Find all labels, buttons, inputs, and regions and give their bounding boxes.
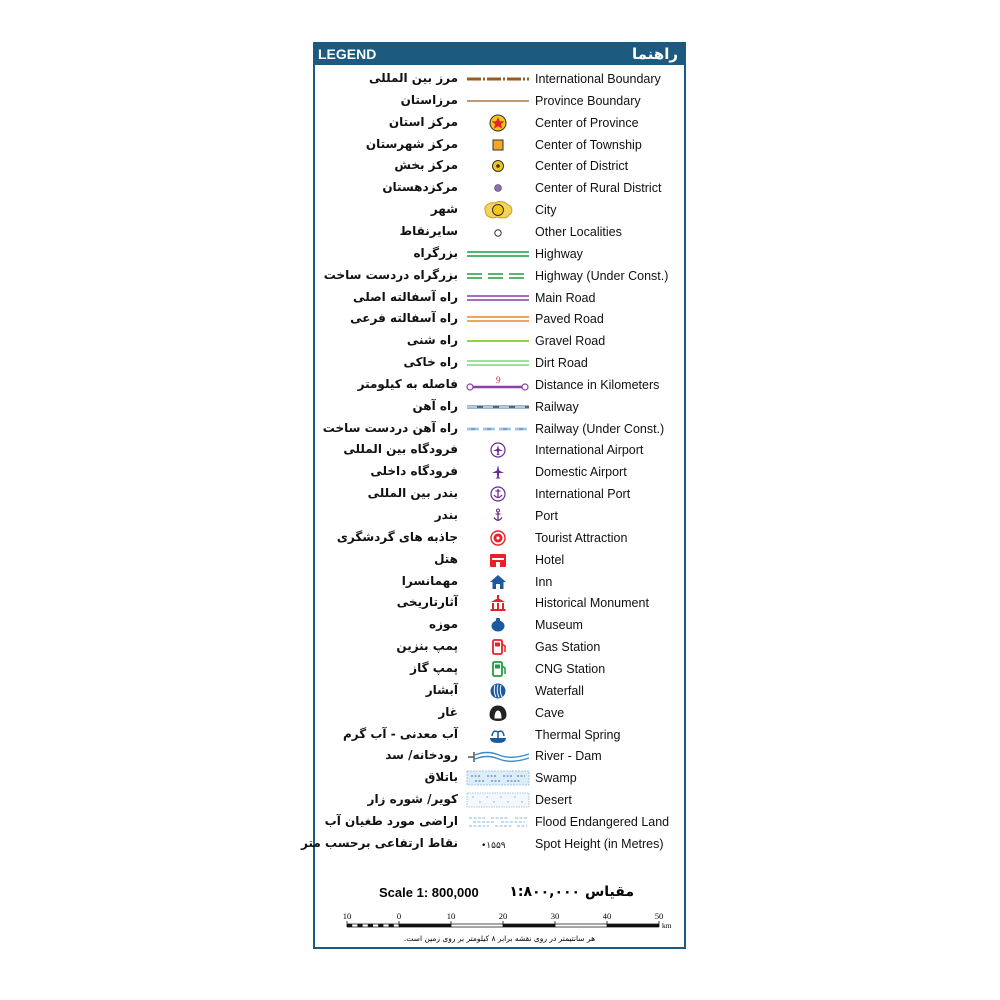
legend-item-center-of-rural-district — [315, 177, 684, 199]
legend-label-fa: آبشار — [425, 682, 458, 697]
river-dam-icon — [465, 746, 531, 766]
legend-item-other-localities — [315, 221, 684, 243]
legend-label-fa: مرکز بخش — [394, 158, 458, 173]
legend-label-en: Thermal Spring — [535, 727, 621, 742]
star-circle-icon — [465, 113, 531, 133]
house-icon — [465, 572, 531, 592]
scale-tick-label: 10 — [342, 911, 352, 921]
legend-item-flood-endangered-land — [315, 811, 684, 833]
legend-label-en: Inn — [535, 574, 553, 589]
legend-label-fa: سایرنقاط — [399, 223, 458, 238]
main-road-icon — [465, 288, 531, 308]
legend-label-en: Domestic Airport — [535, 465, 627, 480]
legend-item-distance-in-kilometers — [315, 374, 684, 396]
anchor-icon — [465, 506, 531, 526]
legend-panel — [301, 42, 686, 949]
hollow-circle-icon — [465, 222, 531, 242]
legend-label-en: Paved Road — [535, 312, 604, 327]
legend-item-city — [315, 199, 684, 221]
legend-label-fa: راه آهن — [412, 398, 458, 413]
legend-label-fa: رودخانه/ سد — [385, 748, 458, 763]
legend-label-fa: فرودگاه داخلی — [370, 464, 458, 479]
legend-label-fa: بزرگراه — [413, 245, 458, 260]
legend-label-en: Main Road — [535, 290, 596, 305]
legend-item-international-port — [315, 483, 684, 505]
legend-label-en: CNG Station — [535, 661, 606, 676]
fountain-icon — [465, 725, 531, 745]
legend-label-en: Dirt Road — [535, 356, 588, 371]
legend-label-en: Railway — [535, 399, 579, 414]
legend-item-railway-under-const — [315, 418, 684, 440]
legend-item-railway — [315, 396, 684, 418]
legend-label-en: International Boundary — [535, 72, 661, 86]
legend-label-fa: فاصله به کیلومتر — [357, 376, 458, 391]
legend-label-en: Cave — [535, 705, 565, 720]
scale-tick-label: 0 — [396, 911, 402, 921]
desert-icon — [465, 790, 531, 810]
legend-label-fa: پمپ بنزین — [396, 639, 458, 654]
scale-tick-label: 10 — [446, 911, 456, 921]
legend-label-fa: راه شنی — [406, 333, 458, 348]
paved-road-icon — [465, 309, 531, 329]
legend-label-en: Center of District — [535, 159, 629, 174]
legend-item-gravel-road — [315, 330, 684, 352]
legend-item-dirt-road — [315, 352, 684, 374]
legend-label-fa: هتل — [434, 551, 458, 566]
legend-label-en: Railway (Under Const.) — [535, 421, 665, 436]
legend-item-hotel — [315, 549, 684, 571]
legend-label-fa: جاذبه های گردشگری — [336, 529, 458, 544]
legend-label-fa: مرزاستان — [400, 92, 458, 107]
legend-label-en: Center of Rural District — [535, 181, 662, 196]
scale-label-fa: مقیاس ۱:۸۰۰,۰۰۰ — [509, 884, 634, 900]
legend-item-province-boundary — [315, 90, 684, 112]
legend-label-en: Highway (Under Const.) — [535, 268, 669, 283]
legend-item-highway-under-const — [315, 265, 684, 287]
legend-label-fa: شهر — [430, 202, 458, 217]
legend-label-en: Highway — [535, 246, 583, 261]
spot-height-label: •۱۵۵۹ — [481, 840, 506, 851]
legend-label-fa: پمپ گاز — [410, 660, 458, 675]
legend-item-gas-station — [315, 636, 684, 658]
legend-label-en: Gravel Road — [535, 334, 606, 349]
legend-label-fa: موزه — [429, 617, 458, 632]
legend-label-fa: بزرگراه دردست ساخت — [323, 267, 458, 282]
scale-unit-label: km — [662, 921, 672, 930]
scale-label-en: Scale 1: 800,000 — [379, 885, 479, 900]
legend-label-fa: آثارتاریخی — [396, 595, 458, 610]
hotel-icon — [465, 550, 531, 570]
legend-label-en: Other Localities — [535, 224, 622, 239]
legend-item-international-airport — [315, 439, 684, 461]
legend-label-fa: بندر بین المللی — [367, 486, 458, 501]
legend-item-center-of-district — [315, 155, 684, 177]
railway-icon — [465, 397, 531, 417]
legend-label-fa: باتلاق — [424, 770, 458, 785]
legend-label-en: Swamp — [535, 771, 577, 786]
legend-item-main-road — [315, 287, 684, 309]
legend-label-fa: بندر — [434, 508, 458, 522]
legend-title-fa: راهنما — [632, 45, 678, 63]
dirt-road-icon — [465, 353, 531, 373]
legend-label-fa: راه آسفالته اصلی — [353, 289, 458, 304]
monument-icon — [465, 593, 531, 613]
legend-item-desert — [315, 789, 684, 811]
spot-height-icon — [465, 834, 531, 854]
waterfall-icon — [465, 681, 531, 701]
legend-label-fa: مرکزدهستان — [382, 180, 458, 195]
legend-label-fa: فرودگاه بین المللی — [343, 442, 458, 457]
gravel-road-icon — [465, 331, 531, 351]
legend-item-spot-height-in-metres — [301, 833, 684, 855]
scale-tick-label: 30 — [550, 911, 560, 921]
legend-label-en: Spot Height (in Metres) — [535, 836, 664, 851]
legend-item-museum — [315, 614, 684, 636]
legend-label-en: River - Dam — [535, 749, 602, 764]
legend-item-domestic-airport — [315, 461, 684, 483]
legend-label-fa: مهمانسرا — [401, 573, 458, 588]
tourist-attraction-icon — [465, 528, 531, 548]
legend-label-en: International Airport — [535, 443, 644, 458]
scale-tick-label: 50 — [654, 911, 664, 921]
legend-label-en: Center of Township — [535, 137, 642, 152]
legend-label-en: Province Boundary — [535, 93, 641, 108]
legend-item-thermal-spring — [315, 724, 684, 746]
province-boundary-icon — [465, 91, 531, 111]
legend-label-fa: نقاط ارتفاعی برحسب متر — [301, 835, 458, 850]
legend-label-en: Flood Endangered Land — [535, 814, 670, 829]
scale-tick-label: 40 — [602, 911, 612, 921]
legend-label-en: Center of Province — [535, 115, 639, 130]
legend-label-en: Port — [535, 509, 558, 523]
legend-label-en: Hotel — [535, 552, 565, 567]
small-dot-icon — [465, 178, 531, 198]
legend-label-fa: مرکز استان — [388, 114, 458, 129]
intl-airport-icon — [465, 440, 531, 460]
museum-icon — [465, 615, 531, 635]
legend-label-en: International Port — [535, 487, 631, 502]
airplane-icon — [465, 462, 531, 482]
scale-bar — [335, 910, 680, 936]
legend-item-tourist-attraction — [315, 527, 684, 549]
legend-label-en: Gas Station — [535, 640, 601, 655]
legend-item-international-boundary — [315, 68, 684, 90]
legend-item-waterfall — [315, 680, 684, 702]
legend-label-en: Museum — [535, 618, 583, 633]
legend-item-inn — [315, 571, 684, 593]
railway-dashed-icon — [465, 419, 531, 439]
legend-item-swamp — [315, 767, 684, 789]
cng-pump-icon — [465, 659, 531, 679]
flood-land-icon — [465, 812, 531, 832]
legend-label-en: Tourist Attraction — [535, 530, 628, 545]
gas-pump-icon — [465, 637, 531, 657]
legend-item-paved-road — [315, 308, 684, 330]
legend-label-fa: غار — [438, 704, 458, 719]
legend-label-fa: آب معدنی - آب گرم — [342, 726, 458, 741]
highway-dashed-icon — [465, 266, 531, 286]
legend-label-fa: کویر/ شوره زار — [367, 792, 458, 807]
scale-note: هر سانتیمتر در روی نقشه برابر ۸ کیلومتر بر روی زمین است. — [403, 934, 596, 943]
distance-icon — [465, 375, 531, 395]
swamp-icon — [465, 768, 531, 788]
cave-icon — [465, 703, 531, 723]
legend-item-historical-monument — [315, 592, 684, 614]
legend-title-en: LEGEND — [318, 46, 377, 62]
legend-label-en: Waterfall — [535, 683, 584, 698]
legend-item-port — [315, 505, 684, 527]
legend-label-fa: اراضی مورد طغیان آب — [324, 813, 458, 828]
legend-label-en: Desert — [535, 793, 572, 808]
legend-label-fa: راه آهن دردست ساخت — [322, 420, 458, 435]
legend-label-fa: مرز بین المللی — [369, 71, 458, 85]
highway-line-icon — [465, 244, 531, 264]
square-icon — [465, 135, 531, 155]
scale-tick-label: 20 — [498, 911, 508, 921]
dot-circle-icon — [465, 156, 531, 176]
distance-label: 9 — [496, 374, 501, 385]
legend-item-cng-station — [315, 658, 684, 680]
legend-label-fa: راه آسفالته فرعی — [350, 311, 458, 326]
legend-header — [315, 44, 684, 65]
legend-item-river-dam — [315, 745, 684, 767]
international-boundary-icon — [465, 69, 531, 89]
intl-port-icon — [465, 484, 531, 504]
legend-label-en: Historical Monument — [535, 596, 649, 611]
city-blob-icon — [465, 200, 531, 220]
legend-label-fa: راه خاکی — [403, 355, 458, 370]
legend-item-center-of-province — [315, 112, 684, 134]
legend-item-center-of-township — [315, 134, 684, 156]
legend-label-en: Distance in Kilometers — [535, 377, 660, 392]
legend-item-cave — [315, 702, 684, 724]
legend-label-fa: مرکز شهرستان — [365, 136, 458, 151]
legend-item-highway — [315, 243, 684, 265]
legend-label-en: City — [535, 203, 557, 218]
